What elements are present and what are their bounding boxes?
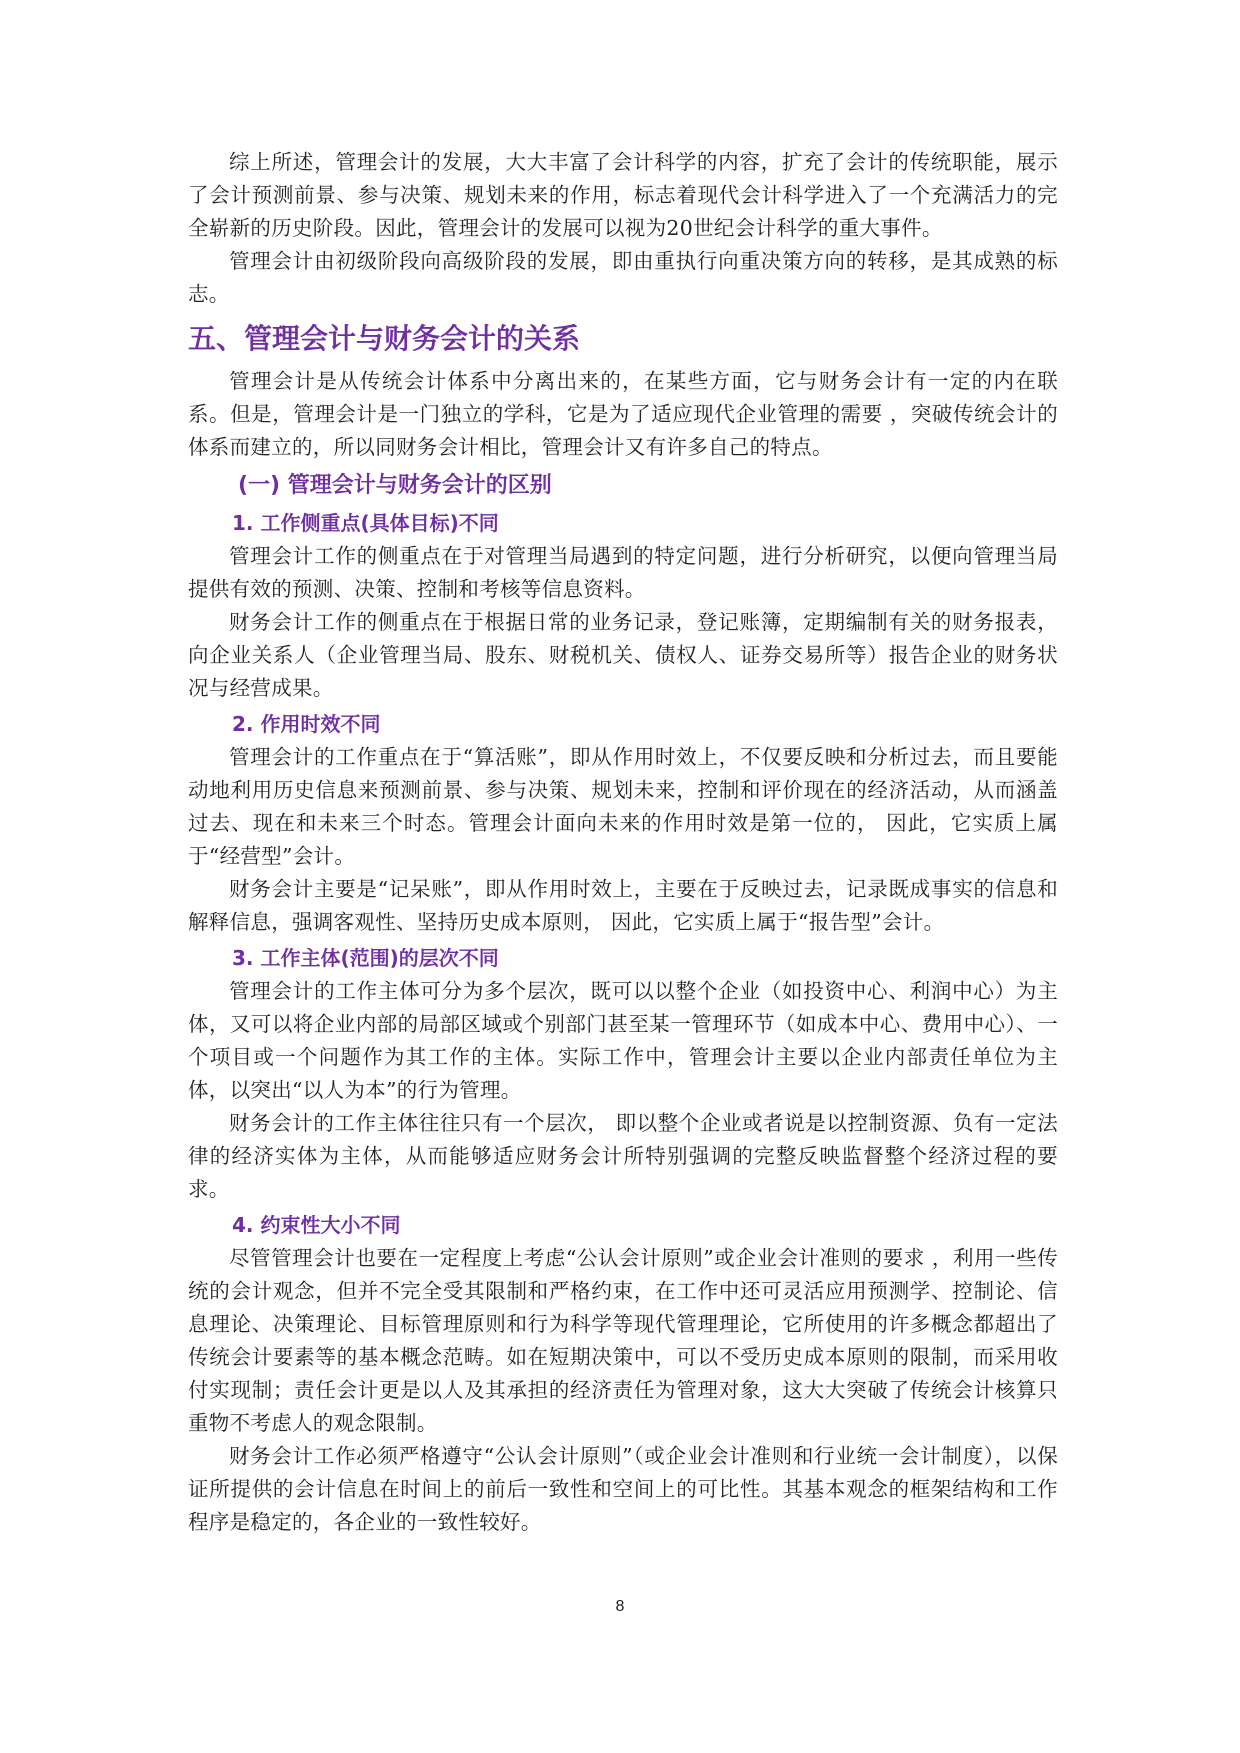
paragraph: 管理会计的工作主体可分为多个层次，既可以以整个企业（如投资中心、利润中心）为主体，又可以将企业内部的局部区域或个别部门甚至某一管理环节（如成本中心、费用中心）、一个项目或一个问题作为其工作的主体。实际工作中，管理会计主要以企业内部责任单位为主体，以突出“以人为本”的行为管理。 [188,979,1058,1102]
paragraph: 财务会计主要是“记呆账”，即从作用时效上，主要在于反映过去，记录既成事实的信息和解释信息，强调客观性、坚持历史成本原则， 因此，它实质上属于“报告型”会计。 [188,877,1058,934]
paragraph: 管理会计的工作重点在于“算活账”，即从作用时效上，不仅要反映和分析过去，而且要能动地利用历史信息来预测前景、参与决策、规划未来，控制和评价现在的经济活动，从而涵盖过去、现在和未来三个时态。管理会计面向未来的作用时效是第一位的， 因此，它实质上属于“经营型”会计。 [188,745,1058,868]
paragraph: 财务会计工作的侧重点在于根据日常的业务记录，登记账簿，定期编制有关的财务报表，向企业关系人（企业管理当局、股东、财税机关、债权人、证券交易所等）报告企业的财务状况与经营成果。 [188,610,1058,700]
subsection-heading: (一) 管理会计与财务会计的区别 [238,473,552,498]
paragraph: 财务会计工作必须严格遵守“公认会计原则”（或企业会计准则和行业统一会计制度），以保证所提供的会计信息在时间上的前后一致性和空间上的可比性。其基本观念的框架结构和工作程序是稳定的，各企业的一致性较好。 [188,1444,1058,1534]
paragraph: 管理会计工作的侧重点在于对管理当局遇到的特定问题，进行分析研究，以便向管理当局提供有效的预测、决策、控制和考核等信息资料。 [188,544,1058,601]
page-number: 8 [615,1598,625,1615]
paragraph: 管理会计由初级阶段向高级阶段的发展，即由重执行向重决策方向的转移，是其成熟的标志。 [188,249,1058,306]
section-heading: 五、管理会计与财务会计的关系 [188,322,581,355]
item-heading: 1. 工作侧重点(具体目标)不同 [232,511,499,535]
paragraph: 财务会计的工作主体往往只有一个层次， 即以整个企业或者说是以控制资源、负有一定法律的经济实体为主体，从而能够适应财务会计所特别强调的完整反映监督整个经济过程的要求。 [188,1111,1058,1201]
paragraph: 尽管管理会计也要在一定程度上考虑“公认会计原则”或企业会计准则的要求 ，利用一些传统的会计观念，但并不完全受其限制和严格约束，在工作中还可灵活应用预测学、控制论、信息理论、决策理论、目标管理原则和行为科学等现代管理理论，它所使用的许多概念都超出了传统会计要素等的基本概念范畴。如在短期决策中，可以不受历史成本原则的限制，而采用收付实现制；责任会计更是以人及其承担的经济责任为管理对象，这大大突破了传统会计核算只重物不考虑人的观念限制。 [188,1246,1058,1435]
paragraph: 管理会计是从传统会计体系中分离出来的，在某些方面，它与财务会计有一定的内在联系。但是，管理会计是一门独立的学科，它是为了适应现代企业管理的需要 ，突破传统会计的体系而建立的，所以同财务会计相比，管理会计又有许多自己的特点。 [188,369,1058,459]
item-heading: 3. 工作主体(范围)的层次不同 [232,946,499,970]
paragraph: 综上所述，管理会计的发展，大大丰富了会计科学的内容，扩充了会计的传统职能，展示了会计预测前景、参与决策、规划未来的作用，标志着现代会计科学进入了一个充满活力的完全崭新的历史阶段。因此，管理会计的发展可以视为20世纪会计科学的重大事件。 [188,150,1058,240]
item-heading: 4. 约束性大小不同 [232,1213,401,1237]
page-content [188,146,1058,1539]
item-heading: 2. 作用时效不同 [232,712,381,736]
